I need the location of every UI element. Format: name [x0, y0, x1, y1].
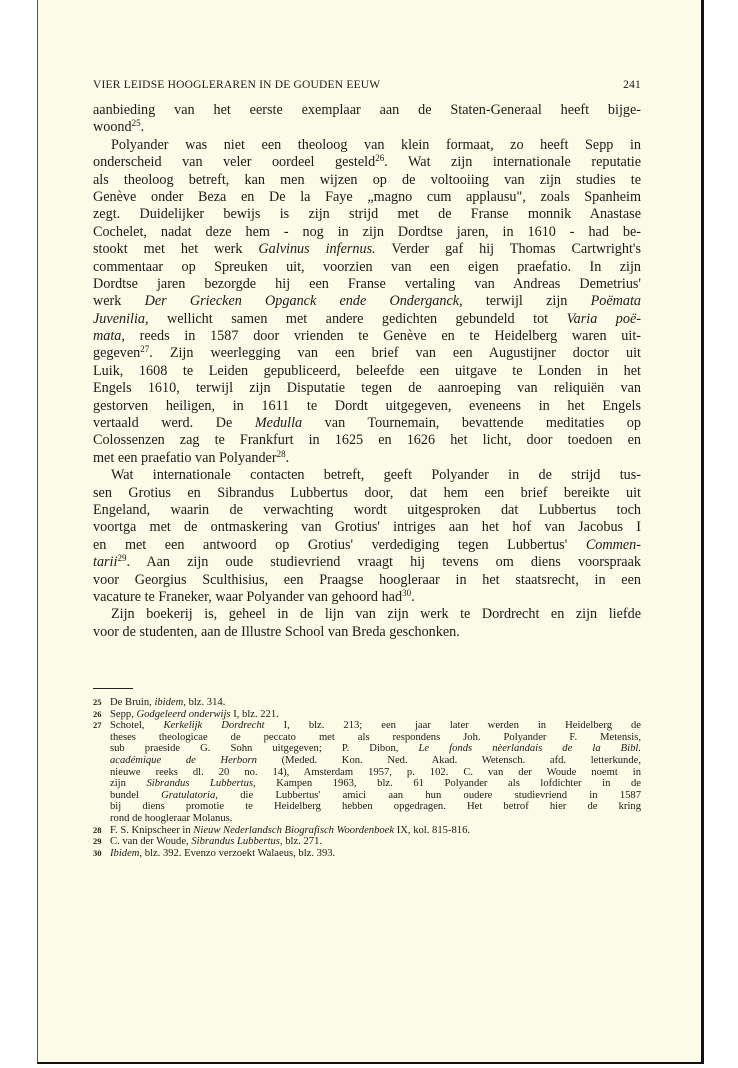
text-run: commentaar op Spreuken uit, voorzien van een eigen praefatio. In zijn: [93, 258, 641, 275]
text-run: sen Grotius en Sibrandus Lubbertus door, dat hem een brief bereikte uit: [93, 484, 641, 501]
text-line: [93, 606, 641, 623]
footnote-line: [110, 801, 641, 813]
footnote-number: 28: [93, 824, 102, 835]
footnote-reference[interactable]: 30: [402, 587, 412, 598]
text-run: nieuwe reeks dl. 20 no. 14), Amsterdam 1957, p. 102. C. van der Woude noemt in: [110, 766, 641, 778]
text-run: Sepp,: [110, 708, 137, 720]
footnote-number: 29: [93, 836, 102, 847]
text-run: wellicht samen met andere gedichten gebundeld tot: [148, 310, 567, 327]
text-run: (Meded. Kon. Ned. Akad. Wetensch. afd. letterkunde,: [256, 754, 641, 766]
text-run: zijn: [110, 778, 147, 790]
text-run: woond: [93, 119, 132, 136]
italic-text: Sibrandus Lubbertus,: [191, 836, 283, 848]
text-run: Luik, 1608 te Leiden gepubliceerd, beleefde een uitgave te Londen in het: [93, 362, 641, 379]
footnote-number: 26: [93, 708, 102, 719]
italic-text: Nieuw Nederlandsch Biografisch Woordenboek: [193, 824, 395, 836]
footnote-rule: [93, 688, 133, 689]
text-line: [93, 415, 641, 432]
text-line: [93, 276, 641, 293]
text-line: [93, 589, 641, 606]
italic-text: Gratulatoria,: [161, 789, 218, 801]
italic-text: Medulla: [254, 415, 303, 432]
body-text: [93, 102, 641, 641]
text-run: Zijn boekerij is, geheel in de lijn van zijn werk te Dordrecht en zijn liefde: [111, 606, 641, 623]
footnote-line: [110, 836, 641, 848]
text-line: [93, 502, 641, 519]
text-line: [93, 398, 641, 415]
footnote-line: [110, 755, 641, 767]
italic-text: Der Griecken Opganck ende Onderganck,: [144, 293, 463, 310]
text-line: [93, 467, 641, 484]
footnote-line: [110, 848, 641, 860]
footnote: [93, 697, 641, 709]
text-run: terwijl zijn: [462, 293, 591, 310]
footnote-number: 25: [93, 697, 102, 707]
text-run: Engels 1610, terwijl zijn Disputatie tegen de aanroeping van reliquiën van: [93, 380, 641, 397]
footnote-text: [110, 848, 641, 860]
footnote-line: [110, 732, 641, 744]
text-run: Kampen 1963, blz. 61 Polyander als lofdichter in de: [255, 778, 641, 790]
text-run: De Bruin,: [110, 697, 155, 708]
text-run: Schotel,: [110, 720, 164, 732]
text-run: . Aan zijn oude studievriend vraagt hij tevens om diens voorspraak: [126, 554, 641, 571]
text-run: F. S. Knipscheer in: [110, 824, 194, 836]
text-line: [93, 259, 641, 276]
footnote-text: [110, 697, 641, 709]
text-line: [93, 485, 641, 502]
footnote-reference[interactable]: 25: [131, 118, 141, 129]
text-line: [93, 537, 641, 554]
text-run: .: [285, 449, 290, 466]
text-run: bundel: [110, 789, 162, 801]
footnote-text: [110, 836, 641, 848]
text-run: rond de hoogleraar Molanus.: [110, 812, 233, 824]
footnote-text: [110, 825, 641, 837]
text-run: vacature te Franeker, waar Polyander van gehoord had: [93, 588, 403, 605]
text-run: aanbieding van het eerste exemplaar aan de Staten-Generaal heeft bijge-: [93, 102, 641, 118]
footnote-text: [110, 709, 641, 721]
text-line: [93, 380, 641, 397]
text-run: voortga met de ontmaskering van Grotius' intriges aan het hof van Jacobus I: [93, 519, 641, 536]
footnote-line: [110, 790, 641, 802]
text-run: Engeland, waarin de verwachting wordt uitgesproken dat Lubbertus toch: [93, 501, 641, 518]
text-line: [93, 119, 641, 136]
footnote-line: [110, 778, 641, 790]
footnote-reference[interactable]: 29: [117, 553, 127, 564]
text-run: voor Georgius Sculthisius, een Praagse hoogleraar in het staatsrecht, in een: [93, 571, 641, 588]
text-line: [93, 572, 641, 589]
text-line: [93, 154, 641, 171]
text-run: Wat internationale contacten betreft, geeft Polyander in de strijd tus-: [111, 467, 641, 484]
text-run: bij diens promotie te Heidelberg hebben opgedragen. Het betrof hier de kring: [110, 801, 641, 813]
text-run: Verder gaf hij Thomas Cartwright's: [375, 241, 642, 258]
text-run: .: [140, 119, 145, 136]
italic-text: tarii: [93, 554, 118, 571]
italic-text: Galvinus infernus.: [258, 241, 376, 258]
footnote-reference[interactable]: 26: [375, 153, 385, 164]
footnote-line: [110, 743, 641, 755]
text-run: gestorven heiligen, in 1611 te Dordt uitgegeven, eveneens in het Engels: [93, 397, 641, 414]
footnote-line: [110, 767, 641, 779]
footnote: [93, 709, 641, 721]
text-run: onderscheid van veler oordeel gesteld: [93, 154, 376, 171]
text-run: theses theologicae de peccato met als respondens Joh. Polyander F. Metensis,: [110, 731, 641, 743]
text-line: [93, 345, 641, 362]
italic-text: Kerkelijk Dordrecht: [163, 720, 265, 732]
footnote-line: [110, 825, 641, 837]
text-line: [93, 554, 641, 571]
text-run: .: [411, 588, 415, 605]
text-line: [93, 189, 641, 206]
footnote-number: 30: [93, 847, 102, 858]
italic-text: Sibrandus Lubbertus,: [146, 778, 256, 790]
italic-text: Juvenilia,: [93, 310, 149, 327]
text-run: blz. 271.: [282, 836, 323, 848]
text-run: van Tournemain, bevattende meditaties op: [302, 415, 641, 432]
text-run: die Lubbertus' amici aan hun oudere studievriend in 1587: [217, 789, 642, 801]
text-line: [93, 519, 641, 536]
italic-text: académique de Herborn: [110, 754, 257, 766]
text-run: vertaald werd. De: [93, 415, 255, 432]
italic-text: mata,: [93, 328, 125, 345]
footnote-line: [110, 697, 641, 709]
footnote-line: [110, 813, 641, 825]
text-line: [93, 241, 641, 258]
text-run: I, blz. 213; een jaar later werden in Heidelberg de: [264, 720, 641, 732]
text-run: met een praefatio van Polyander: [93, 449, 277, 466]
text-line: [93, 311, 641, 328]
text-line: [93, 137, 641, 154]
text-run: werk: [93, 293, 145, 310]
footnotes: [93, 697, 641, 859]
text-run: voor de studenten, aan de Illustre School van Breda geschonken.: [93, 623, 460, 640]
running-title: VIER LEIDSE HOOGLERAREN IN DE GOUDEN EEUW: [93, 79, 381, 91]
text-run: als theoloog betreft, kan men wijzen op de voltooiing van zijn studies te: [93, 171, 641, 188]
text-line: [93, 624, 641, 641]
text-run: blz. 314.: [185, 697, 226, 708]
running-header: [93, 79, 641, 91]
italic-text: ibidem,: [154, 697, 186, 708]
italic-text: Commen-: [585, 536, 641, 553]
text-run: . Wat zijn internationale reputatie: [384, 154, 641, 171]
text-run: I, blz. 221.: [230, 708, 279, 720]
italic-text: Godgeleerd onderwijs: [136, 708, 231, 720]
footnote-line: [110, 709, 641, 721]
text-line: [93, 363, 641, 380]
footnote-reference[interactable]: 27: [140, 344, 150, 355]
text-run: Colossenzen zag te Frankfurt in 1625 en 1626 het licht, door toedoen en: [93, 432, 641, 449]
text-line: [93, 224, 641, 241]
text-line: [93, 432, 641, 449]
text-line: [93, 328, 641, 345]
text-run: Cochelet, nadat deze hem - nog in zijn Dordtse jaren, in 1610 - had be-: [93, 223, 641, 240]
text-run: blz. 392. Evenzo verzoekt Walaeus, blz. 393.: [142, 847, 336, 859]
footnote-reference[interactable]: 28: [276, 448, 286, 459]
text-line: [93, 206, 641, 223]
text-run: . Zijn weerlegging van een brief van een Augustijner doctor uit: [149, 345, 641, 362]
italic-text: Le fonds nèerlandais de la Bibl.: [418, 743, 641, 755]
text-line: [93, 172, 641, 189]
text-run: Dordtse jaren bezorgde hij een Franse vertaling van Andreas Demetrius': [93, 275, 641, 292]
footnote-line: [110, 720, 641, 732]
text-run: reeds in 1587 door vrienden te Genève en te Heidelberg waren uit-: [124, 328, 641, 345]
footnote-text: [110, 720, 641, 824]
text-line: [93, 102, 641, 119]
text-run: Genève onder Beza en De la Faye „magno cum applausu", zoals Spanheim: [93, 188, 641, 205]
text-run: C. van der Woude,: [110, 836, 192, 848]
text-run: stookt met het werk: [93, 241, 259, 258]
page-number: 241: [623, 79, 641, 91]
footnote: [93, 836, 641, 848]
footnote-number: 27: [93, 720, 102, 731]
text-line: [93, 450, 641, 467]
italic-text: Ibidem,: [110, 847, 143, 859]
footnote: [93, 720, 641, 824]
text-run: en met een antwoord op Grotius' verdediging tegen Lubbertus': [93, 536, 586, 553]
italic-text: Varia poë-: [566, 310, 642, 327]
text-run: gegeven: [93, 345, 141, 362]
text-line: [93, 293, 641, 310]
text-run: Polyander was niet een theoloog van klein formaat, zo heeft Sepp in: [111, 136, 641, 153]
text-run: sub praeside G. Sohn uitgegeven; P. Dibon,: [110, 743, 419, 755]
footnote: [93, 825, 641, 837]
text-run: zegt. Duidelijker bewijs is zijn strijd met de Franse monnik Anastase: [93, 206, 641, 223]
footnote: [93, 848, 641, 860]
italic-text: Poëmata: [590, 293, 641, 310]
text-run: IX, kol. 815-816.: [394, 824, 471, 836]
